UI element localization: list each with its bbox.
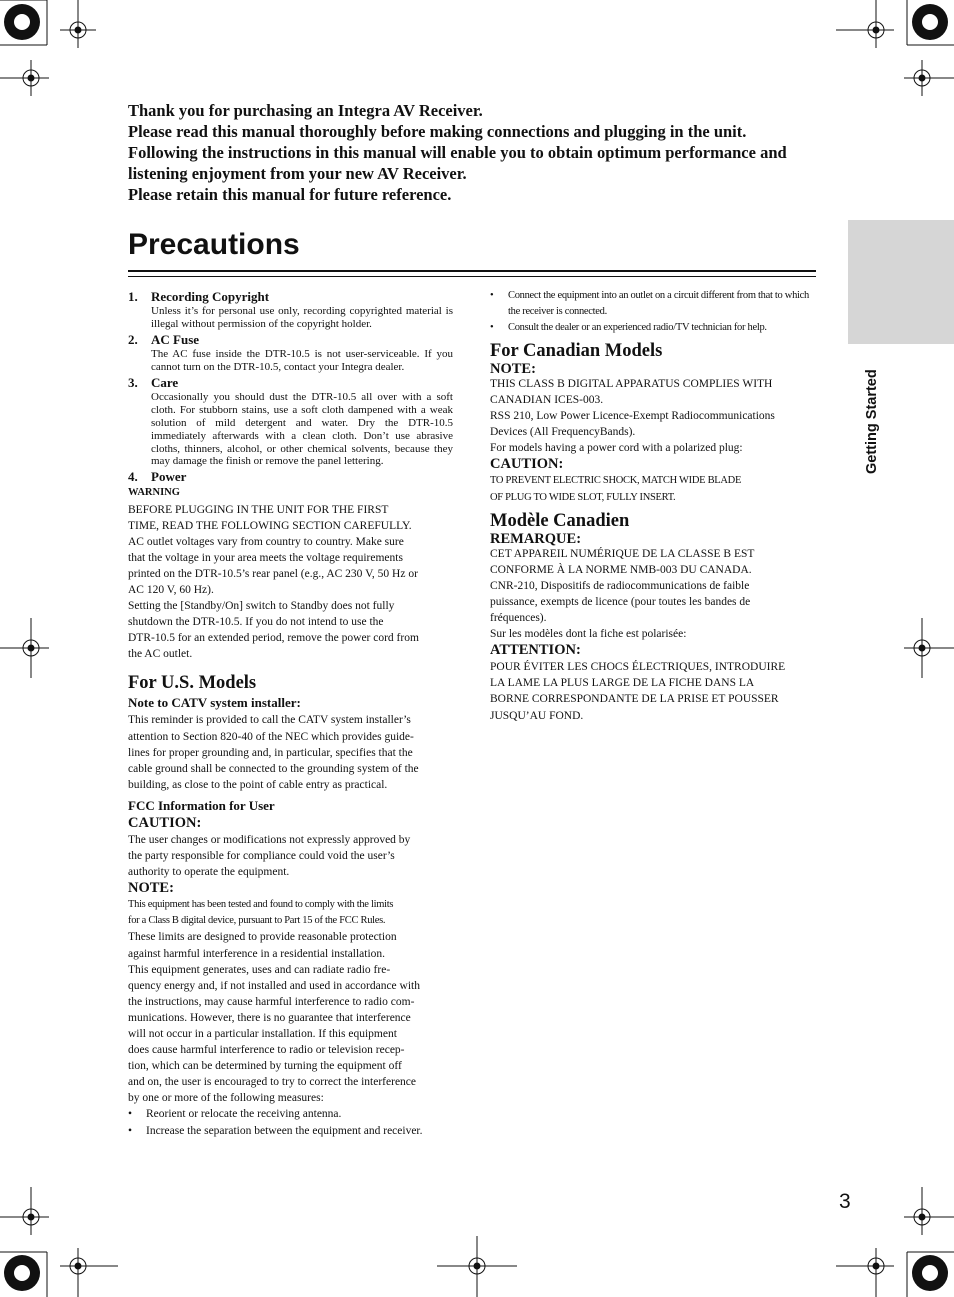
text-line: CET APPAREIL NUMÉRIQUE DE LA CLASSE B EST — [490, 547, 755, 560]
text-line: OF PLUG TO WIDE SLOT, FULLY INSERT. — [490, 491, 676, 503]
text-line: cable ground shall be connected to the grounding system of the — [128, 762, 419, 775]
note-label: NOTE: — [490, 361, 536, 377]
item-heading: 4. Power — [128, 469, 187, 485]
text-line: the AC outlet. — [128, 648, 193, 661]
text-line: These limits are designed to provide reasonable protection — [128, 931, 397, 944]
item-heading: 2. AC Fuse — [128, 331, 200, 347]
text-line: for a Class B digital device, pursuant to Part 15 of the FCC Rules. — [128, 915, 386, 927]
bullet-item: • Connect the equipment into an outlet on a circuit different from that to which the receiver is connected. — [490, 288, 815, 320]
text-line: munications. However, there is no guarantee that interference — [128, 1011, 411, 1024]
text-line: JUSQU’AU FOND. — [490, 709, 584, 722]
text-line: TIME, READ THE FOLLOWING SECTION CAREFULLY. — [128, 519, 412, 532]
text-line: building, as close to the point of cable entry as practical. — [128, 778, 388, 791]
text-line: LA LAME LA PLUS LARGE DE LA FICHE DANS LA — [490, 677, 755, 690]
text-line: printed on the DTR-10.5’s rear panel (e.g., AC 230 V, 50 Hz or — [128, 567, 418, 580]
text-line: authority to operate the equipment. — [128, 866, 290, 879]
side-tab — [848, 220, 954, 344]
bullet-item: • Increase the separation between the equipment and receiver. — [128, 1123, 453, 1139]
text-line: tion, which can be determined by turning the equipment off — [128, 1060, 402, 1073]
item-text: The AC fuse inside the DTR-10.5 is not user-serviceable. If you cannot turn on the DTR-10.5, contact your Integra dealer. — [151, 348, 453, 373]
item-heading: 3. Care — [128, 374, 179, 390]
text-line: BEFORE PLUGGING IN THE UNIT FOR THE FIRST — [128, 503, 389, 516]
text-line: shutdown the DTR-10.5. If you do not intend to use the — [128, 616, 384, 629]
subsection-heading: Note to CATV system installer: — [128, 695, 301, 711]
text-line: CONFORME À LA NORME NMB-003 DU CANADA. — [490, 563, 752, 576]
item-text: Unless it’s for personal use only, recording copyrighted material is illegal without permission of the copyright holder. — [151, 305, 453, 330]
intro-line: Please read this manual thoroughly before making connections and plugging in the unit. — [128, 122, 747, 141]
bullet-item: • Consult the dealer or an experienced radio/TV technician for help. — [490, 320, 815, 336]
text-line: DTR-10.5 for an extended period, remove the power cord from — [128, 632, 419, 645]
text-line: This reminder is provided to call the CATV system installer’s — [128, 714, 411, 727]
intro-line: Following the instructions in this manual will enable you to obtain optimum performance and listening enjoyment from your new AV Receiver. — [128, 143, 787, 183]
left-column — [128, 288, 453, 1139]
section-heading: Modèle Canadien — [490, 510, 630, 531]
text-line: THIS CLASS B DIGITAL APPARATUS COMPLIES WITH — [490, 378, 773, 390]
text-line: lines for proper grounding and, in particular, specifies that the — [128, 746, 413, 759]
text-line: that the voltage in your area meets the voltage requirements — [128, 551, 403, 564]
text-line: For models having a power cord with a polarized plug: — [490, 442, 743, 455]
section-heading: For U.S. Models — [128, 673, 257, 694]
intro-line: Please retain this manual for future reference. — [128, 185, 452, 204]
subsection-heading: FCC Information for User — [128, 797, 275, 813]
note-label: NOTE: — [128, 880, 174, 897]
title-rule — [128, 270, 816, 272]
warning-label: WARNING — [128, 487, 180, 499]
bullet-item: • Reorient or relocate the receiving antenna. — [128, 1106, 453, 1122]
text-line: BORNE CORRESPONDANTE DE LA PRISE ET POUSSER — [490, 693, 779, 706]
side-tab-label: Getting Started — [864, 369, 880, 474]
text-line: This equipment generates, uses and can radiate radio fre- — [128, 963, 391, 976]
text-line: attention to Section 820-40 of the NEC which provides guide- — [128, 730, 414, 743]
caution-label: CAUTION: — [128, 814, 202, 831]
text-line: This equipment has been tested and found to comply with the limits — [128, 899, 394, 911]
text-line: the party responsible for compliance could void the user’s — [128, 850, 395, 863]
text-line: Setting the [Standby/On] switch to Standby does not fully — [128, 600, 395, 613]
caution-label: CAUTION: — [490, 456, 564, 473]
right-column — [490, 288, 815, 724]
item-heading: 1. Recording Copyright — [128, 289, 270, 304]
text-line: CANADIAN ICES-003. — [490, 394, 604, 407]
text-line: puissance, exempts de licence (pour toutes les bandes de — [490, 595, 751, 608]
text-line: against harmful interference in a residential installation. — [128, 947, 386, 960]
intro-text — [128, 100, 818, 205]
text-line: fréquences). — [490, 612, 547, 625]
intro-line: Thank you for purchasing an Integra AV Receiver. — [128, 101, 483, 120]
text-line: Devices (All FrequencyBands). — [490, 426, 636, 439]
item-text: Occasionally you should dust the DTR-10.5 all over with a soft cloth. For stubborn stains, use a soft cloth dampened with a weak solution of mild detergent and water. Dry the DTR-10.5 immediately afterwards with a clean cloth. Don’t use abrasive cloths, thinners, alcohol, or other chemical solvents, because they may damage the finish or remove the panel lettering. — [151, 390, 453, 468]
page-number: 3 — [839, 1190, 851, 1213]
text-line: will not occur in a particular installation. If this equipment — [128, 1027, 397, 1040]
text-line: does cause harmful interference to radio or television recep- — [128, 1044, 405, 1057]
page-title: Precautions — [128, 228, 300, 261]
text-line: POUR ÉVITER LES CHOCS ÉLECTRIQUES, INTRODUIRE — [490, 661, 786, 674]
text-line: CNR-210, Dispositifs de radiocommunications de faible — [490, 579, 750, 592]
text-line: Sur les modèles dont la fiche est polarisée: — [490, 628, 687, 641]
section-heading: For Canadian Models — [490, 341, 663, 361]
text-line: AC outlet voltages vary from country to country. Make sure — [128, 535, 404, 548]
text-line: quency energy and, if not installed and used in accordance with — [128, 979, 420, 992]
remarque-label: REMARQUE: — [490, 530, 582, 547]
text-line: by one or more of the following measures: — [128, 1092, 324, 1105]
title-rule — [128, 276, 816, 277]
text-line: TO PREVENT ELECTRIC SHOCK, MATCH WIDE BLADE — [490, 475, 742, 487]
text-line: the instructions, may cause harmful interference to radio com- — [128, 995, 415, 1008]
text-line: AC 120 V, 60 Hz). — [128, 584, 214, 596]
text-line: and on, the user is encouraged to try to correct the interference — [128, 1076, 417, 1089]
attention-label: ATTENTION: — [490, 642, 581, 659]
text-line: The user changes or modifications not expressly approved by — [128, 833, 411, 846]
text-line: RSS 210, Low Power Licence-Exempt Radiocommunications — [490, 410, 775, 423]
